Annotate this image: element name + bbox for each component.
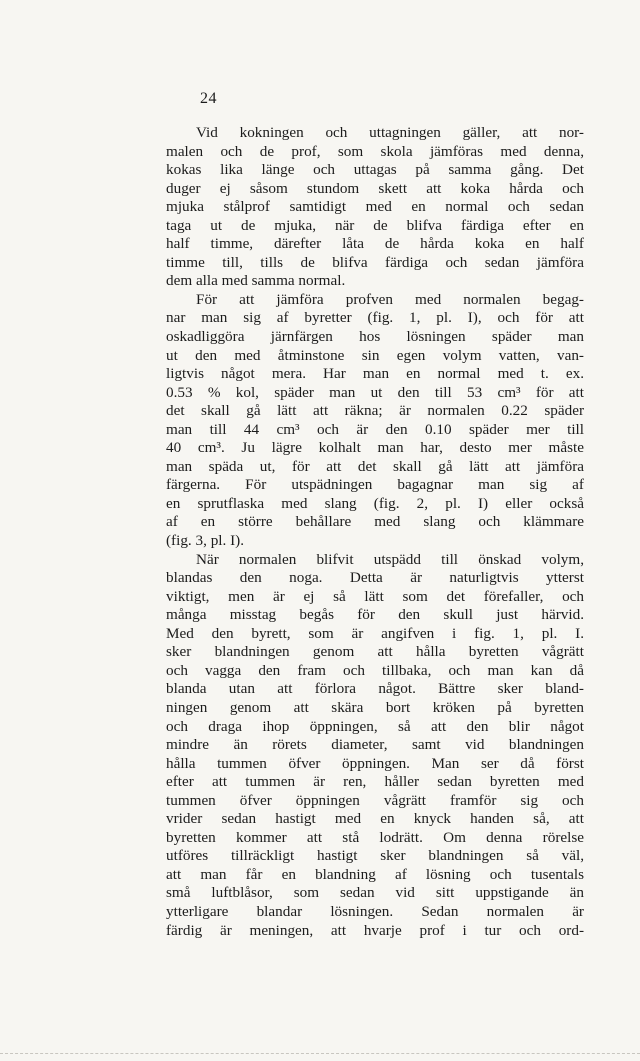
text-line: många misstag begås för den skull just härvid. [166,606,584,624]
text-line: färdig är meningen, att hvarje prof i tur och ord- [166,921,584,939]
text-line: byretten kommer att stå lodrätt. Om denna rörelse [166,828,584,846]
text-line: en sprutflaska med slang (fig. 2, pl. I) eller också [166,494,584,512]
text-line: half timme, därefter låta de hårda koka en half [166,235,584,253]
text-line: duger ej såsom stundom skett att koka hårda och [166,179,584,197]
text-line: och draga ihop öppningen, så att den blir något [166,717,584,735]
text-line: blanda utan att förlora något. Bättre sker bland- [166,680,584,698]
text-line: man späda ut, för att det skall gå lätt att jämföra [166,457,584,475]
text-line: För att jämföra profven med normalen begag- [196,290,584,308]
text-line: det skall gå lätt att räkna; är normalen 0.22 späder [166,402,584,420]
text-line: små luftblåsor, som sedan vid sitt uppstigande än [166,884,584,902]
text-line: oskadliggöra järnfärgen hos lösningen späder man [166,328,584,346]
text-line: malen och de prof, som skola jämföras med denna, [166,142,584,160]
text-line: (fig. 3, pl. I). [166,532,245,550]
text-line: att man får en blandning af lösning och tusentals [166,865,584,883]
text-line: och vagga den fram och tillbaka, och man kan då [166,661,584,679]
text-line: dem alla med samma normal. [166,272,346,290]
text-line: 40 cm³. Ju lägre kolhalt man har, desto mer måste [166,439,584,457]
text-line: ytterligare blandar lösningen. Sedan normalen är [166,902,584,920]
text-line: viktigt, men är ej så lätt som det förefaller, och [166,587,584,605]
text-line: utföres tillräckligt hastigt sker blandningen så väl, [166,847,584,865]
text-line: mjuka stålprof samtidigt med en normal och sedan [166,198,584,216]
text-line: sker blandningen genom att hålla byretten vågrätt [166,643,584,661]
text-line: färgerna. För utspädningen bagagnar man sig af [166,476,584,494]
text-line: mindre än rörets diameter, samt vid blandningen [166,736,584,754]
text-line: nar man sig af byretter (fig. 1, pl. I), och för att [166,309,584,327]
page-number: 24 [200,90,217,107]
page-edge-divider [0,1053,640,1054]
text-line: man till 44 cm³ och är den 0.10 späder mer till [166,420,584,438]
text-line: kokas lika länge och uttagas på samma gång. Det [166,161,584,179]
text-line: taga ut de mjuka, när de blifva färdiga efter en [166,216,584,234]
text-line: hålla tummen öfver öppningen. Man ser då först [166,754,584,772]
text-line: Vid kokningen och uttagningen gäller, att nor- [196,124,584,141]
text-line: ligtvis något mera. Har man en normal med t. ex. [166,365,584,383]
text-line: När normalen blifvit utspädd till önskad volym, [196,550,584,568]
text-line: timme till, tills de blifva färdiga och sedan jämföra [166,253,584,271]
text-line: tummen öfver öppningen vågrätt framför sig och [166,791,584,809]
text-line: vrider sedan hastigt med en knyck handen så, att [166,810,584,828]
text-line: blandas den noga. Detta är naturligtvis ytterst [166,569,584,587]
text-line: ut den med åtminstone sin egen volym vatten, van- [166,346,584,364]
text-line: efter att tummen är ren, håller sedan byretten med [166,773,584,791]
text-line: ningen genom att skära bort kröken på byretten [166,698,584,716]
text-line: Med den byrett, som är angifven i fig. 1, pl. I. [166,624,584,642]
text-line: 0.53 % kol, späder man ut den till 53 cm³ för att [166,383,584,401]
text-line: af en större behållare med slang och klämmare [166,513,584,531]
body-text [166,124,584,940]
